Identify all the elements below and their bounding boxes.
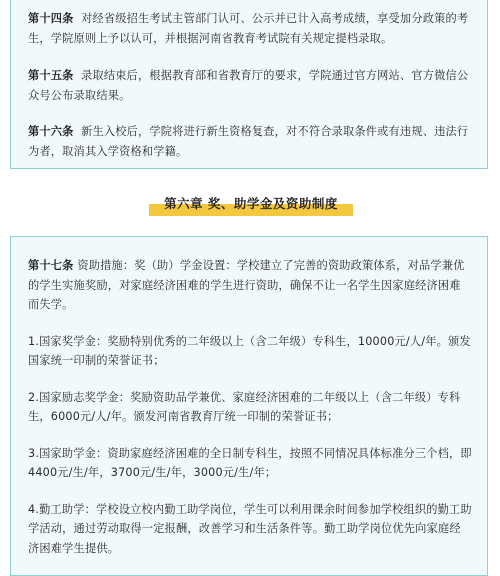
article-16 <box>28 122 472 161</box>
regulations-box-scholarships <box>10 236 488 576</box>
article-17-text: 资助措施：奖（助）学金设置：学校建立了完善的资助政策体系，对品学兼优的学生实施奖励，对家庭经济困难的学生进行资助，确保不让一名学生因家庭经济困难而失学。 <box>28 259 465 311</box>
article-17 <box>28 256 472 315</box>
article-15-text: 录取结束后，根据教育部和省教育厅的要求，学院通过官方网站、官方微信公众号公布录取结果。 <box>28 69 469 102</box>
article-16-text: 新生入校后，学院将进行新生资格复查，对不符合录取条件或有违规、违法行为者，取消其入学资格和学籍。 <box>28 125 469 158</box>
article-14 <box>28 9 472 48</box>
scholarship-item-encouragement: 2.国家励志奖学金：奖励资助品学兼优、家庭经济困难的二年级以上（含二年级）专科生，6000元/人/年。颁发河南省教育厅统一印制的荣誉证书； <box>28 390 461 423</box>
article-14-text: 对经省级招生考试主管部门认可、公示并已计入高考成绩，享受加分政策的考生，学院原则上予以认可，并根据河南省教育考试院有关规定提档录取。 <box>28 12 469 45</box>
scholarship-item-national: 1.国家奖学金：奖励特别优秀的二年级以上（含二年级）专科生，10000元/人/年。颁发国家统一印制的荣誉证书； <box>28 334 471 367</box>
chapter-title: 第六章 奖、助学金及资助制度 <box>164 196 338 211</box>
work-study-item: 4.勤工助学：学校设立校内勤工助学岗位，学生可以利用课余时间参加学校组织的勤工助学活动，通过劳动取得一定报酬，改善学习和生活条件等。勤工助学岗位优先向家庭经济困难学生提供。 <box>28 502 472 555</box>
grant-item-national: 3.国家助学金：资助家庭经济困难的全日制专科生，按照不同情况具体标准分三个档，即4400元/生/年，3700元/生/年，3000元/生/年； <box>28 446 472 479</box>
regulations-box-admission <box>10 0 488 169</box>
chapter-heading <box>149 194 353 218</box>
article-14-label: 第十四条 <box>28 12 74 25</box>
article-16-label: 第十六条 <box>28 125 74 138</box>
article-15-label: 第十五条 <box>28 69 74 82</box>
article-17-label: 第十七条 <box>28 259 74 272</box>
article-15 <box>28 66 472 105</box>
